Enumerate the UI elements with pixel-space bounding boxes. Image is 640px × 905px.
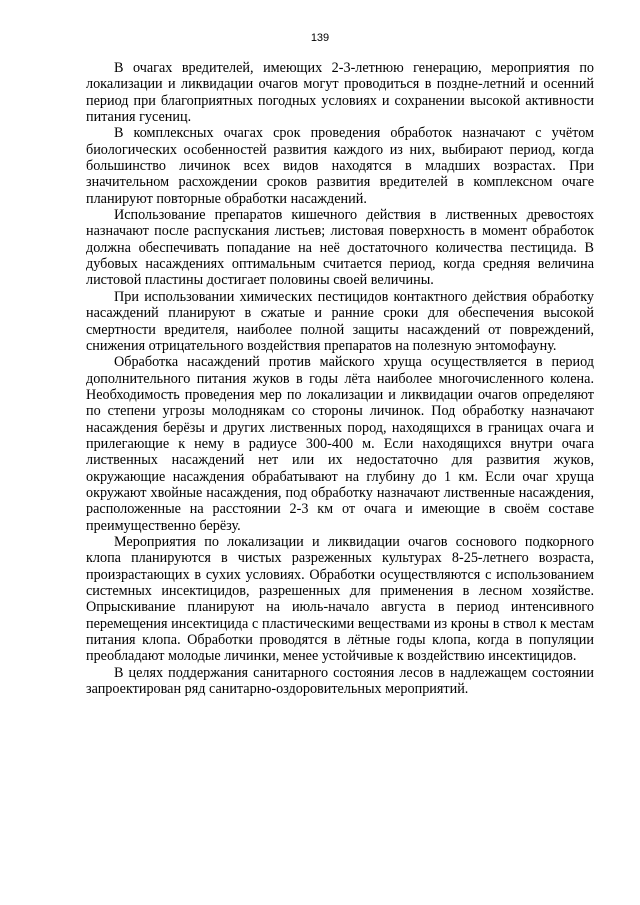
paragraph-complex-outbreaks: В комплексных очагах срок проведения обработок назначают с учётом биологических особенностей развития каждого из них, выбирают период, когда большинство личинок всех видов находятся в младших возрастах. При значительном расхождении сроков развития вредителей в комплексном очаге планируют повторные обработки насаждений.: [86, 125, 594, 207]
paragraph-sanitary-measures: В целях поддержания санитарного состояния лесов в надлежащем состоянии запроектирован ряд санитарно-оздоровительных мероприятий.: [86, 664, 594, 698]
paragraph-intestinal-preparations: Использование препаратов кишечного действия в лиственных древостоях назначают после распускания листьев; листовая поверхность в момент обработок должна обеспечивать попадание на неё достаточного количества пестицида. В дубовых насаждениях оптимальным считается период, когда средняя величина листовой пластины достигает половины своей величины.: [86, 207, 594, 289]
paragraph-generation-pests: В очагах вредителей, имеющих 2-3-летнюю генерацию, мероприятия по локализации и ликвидации очагов могут проводиться в поздне-летний и осенний период при благоприятных погодных условиях и сохранении высокой активности питания гусениц.: [86, 60, 594, 126]
page-number: 139: [310, 32, 330, 44]
paragraph-contact-pesticides: При использовании химических пестицидов контактного действия обработку насаждений планируют в сжатые и ранние сроки для обеспечения высокой смертности вредителя, наиболее полной защиты насаждений от повреждений, снижения отрицательного воздействия препаратов на полезную энтомофауну.: [86, 288, 594, 354]
paragraph-pine-bug: Мероприятия по локализации и ликвидации очагов соснового подкорного клопа планируются в чистых разреженных культурах 8-25-летнего возраста, произрастающих в сухих условиях. Обработки осуществляются с использованием системных инсектицидов, разрешенных для применения в лесном хозяйстве. Опрыскивание планируют на июль-начало августа в период интенсивного перемещения инсектицида с пластическими веществами из кроны в ствол к местам питания клопа. Обработки проводятся в лётные годы клопа, когда в популяции преобладают молодые личинки, менее устойчивые к воздействию инсектицидов.: [86, 533, 594, 665]
document-body: [86, 60, 594, 697]
paragraph-may-beetle: Обработка насаждений против майского хруща осуществляется в период дополнительного питания жуков в годы лёта наиболее многочисленного колена. Необходимость проведения мер по локализации и ликвидации очагов определяют по степени угрозы молоднякам со стороны личинок. Под обработку назначают насаждения берёзы и других лиственных пород, находящихся в границах очага и прилегающие к нему в радиусе 300-400 м. Если находящихся внутри очага лиственных насаждений нет или их недостаточно для развития жуков, окружающие насаждения обрабатывают на глубину до 1 км. Если очаг хруща окружают хвойные насаждения, под обработку назначают лиственные насаждения, расположенные на расстоянии 2-3 км от очага и имеющие в своём составе преимущественно берёзу.: [86, 354, 594, 534]
